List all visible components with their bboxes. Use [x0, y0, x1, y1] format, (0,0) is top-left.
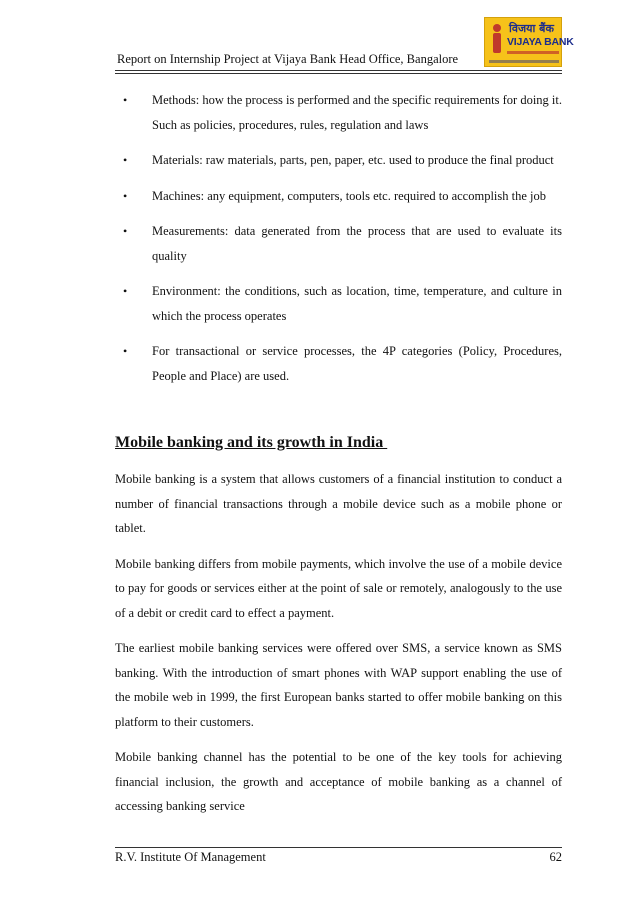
logo-subline-bar [489, 60, 559, 63]
vijaya-bank-logo [484, 17, 574, 67]
header-rule [115, 70, 562, 71]
bullet-text: Materials: raw materials, parts, pen, paper, etc. used to produce the final product [152, 153, 554, 167]
bullet-text: For transactional or service processes, the 4P categories (Policy, Procedures, People and Place) are used. [152, 344, 562, 383]
header-title: Report on Internship Project at Vijaya Bank Head Office, Bangalore [117, 52, 459, 66]
footer-rule [115, 847, 562, 848]
bullet-text: Machines: any equipment, computers, tools etc. required to accomplish the job [152, 188, 546, 203]
bank-emblem-icon [489, 22, 505, 56]
bullet-text: Measurements: data generated from the process that are used to evaluate its quality [152, 224, 562, 263]
bullet-item [115, 88, 562, 137]
bullet-item [115, 339, 562, 388]
paragraph: The earliest mobile banking services were offered over SMS, a service known as SMS banking. With the introduction of smart phones with WAP support enabling the use of the mobile web in 1999, the first European banks started to offer mobile banking on this platform to their customers. [115, 641, 562, 729]
header-rule-thin [115, 73, 562, 74]
bullet-text: Environment: the conditions, such as location, time, temperature, and culture in which the process operates [152, 284, 562, 323]
paragraph: Mobile banking channel has the potential to be one of the key tools for achieving financial inclusion, the growth and acceptance of mobile banking as a channel of accessing banking service [115, 750, 562, 813]
logo-hindi-name: विजया बैंक [509, 22, 554, 35]
bullet-dot-icon: • [123, 284, 128, 298]
bullet-item [115, 279, 562, 328]
paragraph: Mobile banking differs from mobile payments, which involve the use of a mobile device to pay for goods or services either at the point of sale or remotely, analogously to the use of a debit or credit card to effect a payment. [115, 556, 562, 620]
bullet-text: Methods: how the process is performed and the specific requirements for doing it. Such as policies, procedures, rules, regulation and laws [152, 93, 562, 132]
bullet-dot-icon: • [123, 224, 128, 238]
bullet-item [115, 219, 562, 268]
logo-tagline-bar [507, 51, 559, 54]
bullet-dot-icon: • [123, 93, 128, 107]
section-heading: Mobile banking and its growth in India [115, 434, 388, 451]
bullet-list [115, 88, 562, 399]
bullet-dot-icon: • [123, 153, 128, 167]
bullet-item [115, 184, 562, 209]
footer-institute: R.V. Institute Of Management [115, 850, 266, 864]
section-body [115, 467, 562, 830]
logo-english-name: VIJAYA BANK [507, 36, 574, 48]
bullet-dot-icon: • [123, 188, 128, 203]
page-number: 62 [549, 850, 562, 864]
bullet-dot-icon: • [123, 344, 128, 358]
bullet-item [115, 148, 562, 173]
paragraph: Mobile banking is a system that allows customers of a financial institution to conduct a number of financial transactions through a mobile device such as a mobile phone or tablet. [115, 472, 562, 535]
